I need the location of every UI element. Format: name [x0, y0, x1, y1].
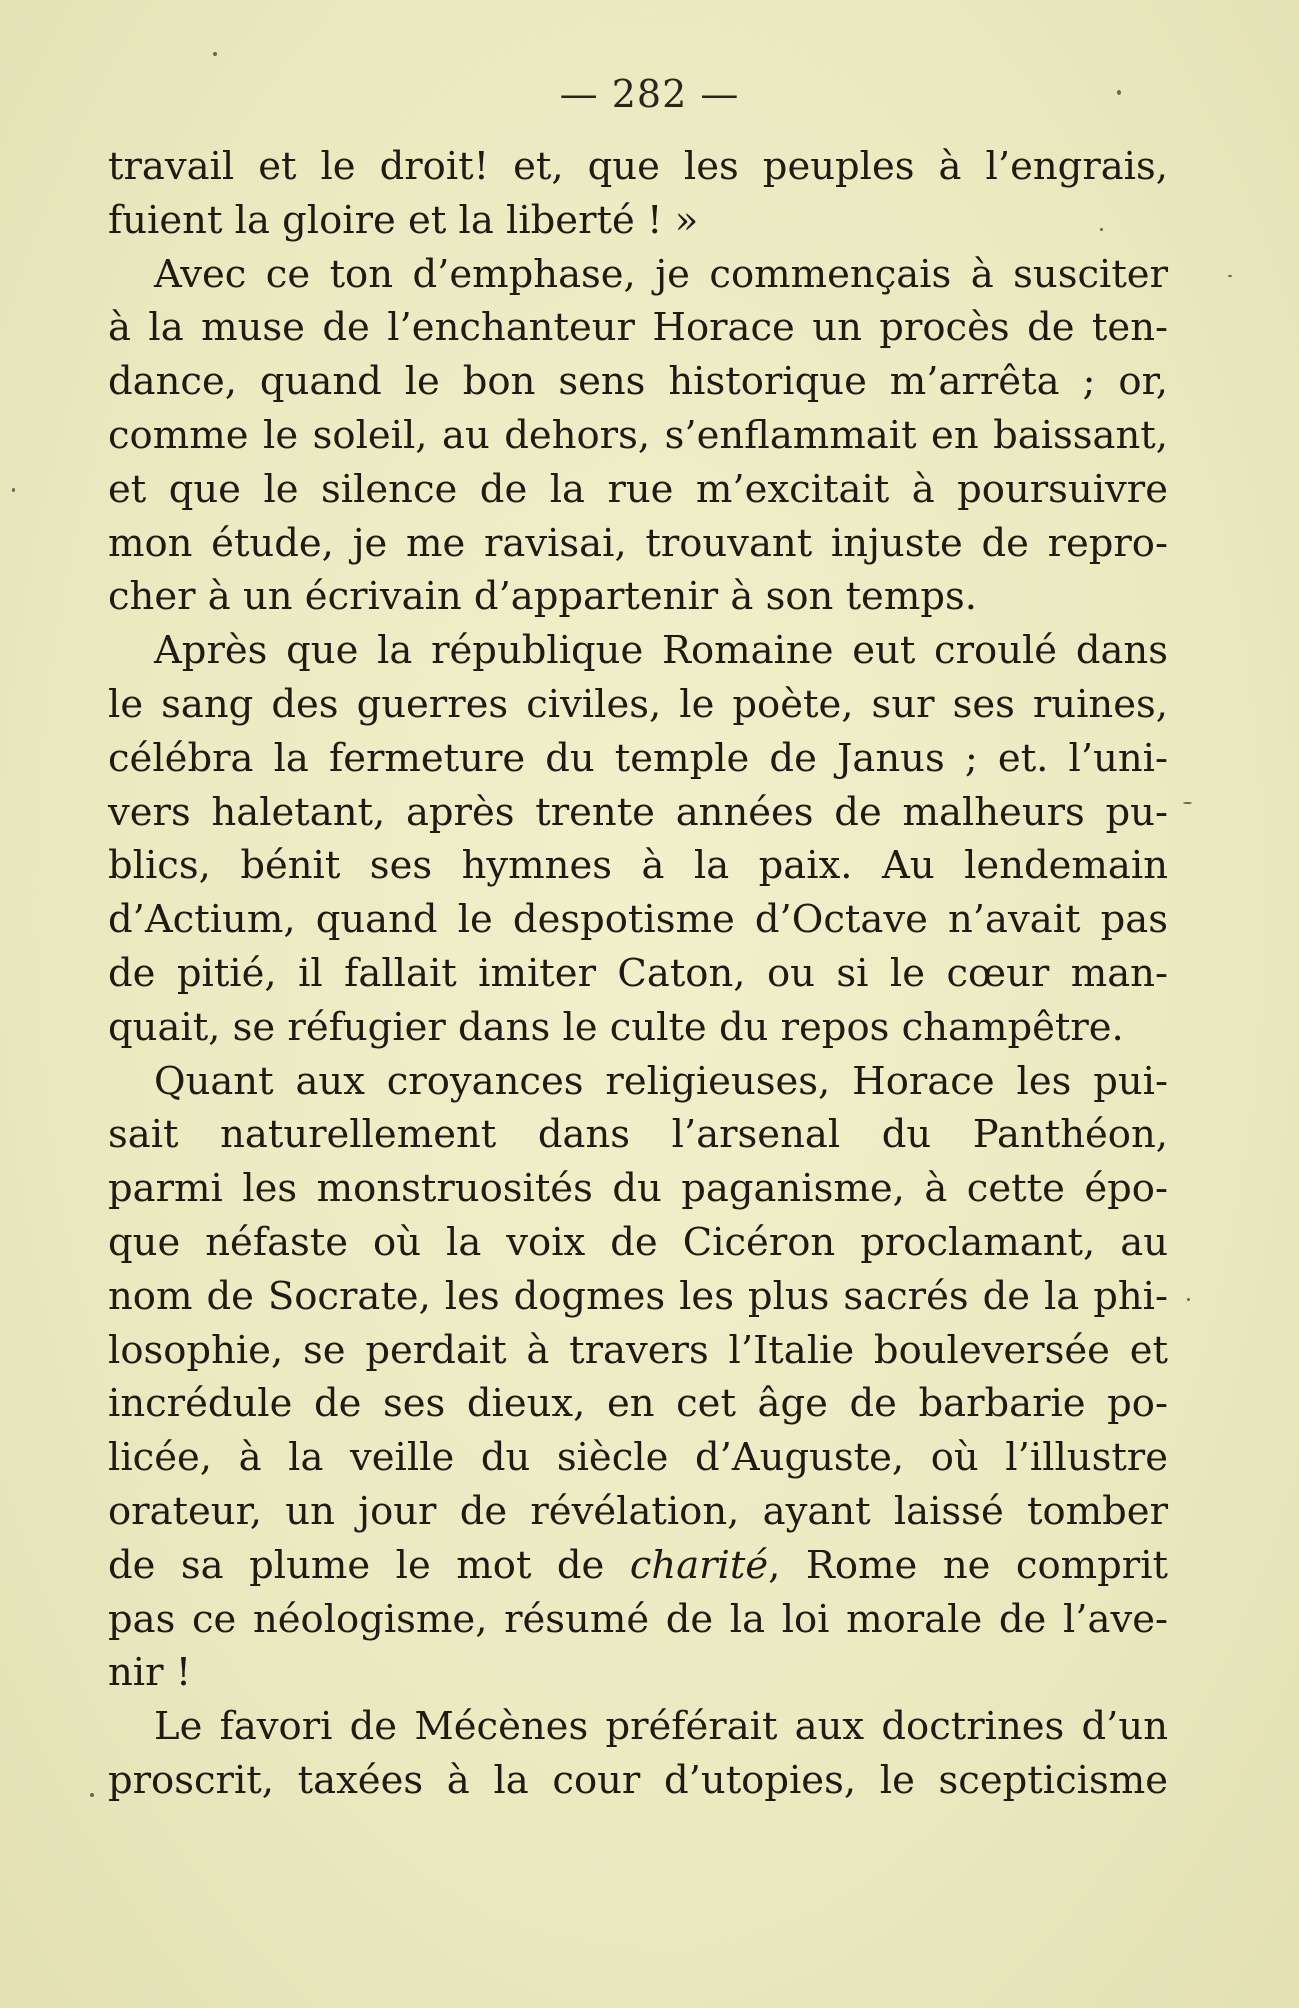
- text-line: fuient la gloire et la liberté ! »: [108, 197, 699, 243]
- text-line: licée, à la veille du siècle d’Auguste, où l’illustre: [108, 1435, 1168, 1481]
- text-line: incrédule de ses dieux, en cet âge de barbarie po-: [108, 1381, 1168, 1427]
- text-line: sait naturellement dans l’arsenal du Panthéon,: [108, 1112, 1168, 1158]
- text-line: célébra la fermeture du temple de Janus ; et. l’uni-: [108, 735, 1168, 781]
- text-line: Avec ce ton d’emphase, je commençais à susciter: [154, 251, 1168, 297]
- text-line: à la muse de l’enchanteur Horace un procès de ten-: [108, 305, 1168, 351]
- text-line: dance, quand le bon sens historique m’arrêta ; or,: [108, 359, 1168, 405]
- text-line: losophie, se perdait à travers l’Italie bouleversée et: [108, 1327, 1168, 1373]
- text-line: comme le soleil, au dehors, s’enflammait en baissant,: [108, 412, 1168, 458]
- text-line: Après que la république Romaine eut croulé dans: [154, 628, 1168, 674]
- text-line: le sang des guerres civiles, le poète, sur ses ruines,: [108, 681, 1168, 727]
- text-line: pas ce néologisme, résumé de la loi morale de l’ave-: [108, 1596, 1168, 1642]
- paper-speck: [1117, 90, 1121, 95]
- text-line: de pitié, il fallait imiter Caton, ou si le cœur man-: [108, 950, 1168, 996]
- text-line: travail et le droit! et, que les peuples à l’engrais,: [108, 144, 1168, 189]
- paper-speck: [213, 52, 217, 56]
- text-line: nir !: [108, 1650, 192, 1696]
- italic-word: charité: [629, 1542, 769, 1588]
- text-line: cher à un écrivain d’appartenir à son temps.: [108, 574, 977, 620]
- text-line: parmi les monstruosités du paganisme, à cette épo-: [108, 1166, 1168, 1212]
- text-line: d’Actium, quand le despotisme d’Octave n’avait pas: [108, 897, 1168, 943]
- text-line: proscrit, taxées à la cour d’utopies, le scepticisme: [108, 1757, 1168, 1803]
- text-line: de sa plume le mot de charité, Rome ne comprit: [108, 1542, 1168, 1588]
- paper-speck: [1228, 275, 1232, 277]
- paper-speck: [1100, 228, 1103, 231]
- text-line: mon étude, je me ravisai, trouvant injuste de repro-: [108, 520, 1168, 566]
- text-line: quait, se réfugier dans le culte du repos champêtre.: [108, 1004, 1124, 1050]
- text-line: nom de Socrate, les dogmes les plus sacrés de la phi-: [108, 1273, 1168, 1319]
- body-text: [108, 140, 1168, 1808]
- text-line: et que le silence de la rue m’excitait à poursuivre: [108, 466, 1168, 512]
- paper-speck: [12, 488, 15, 492]
- text-line: vers haletant, après trente années de malheurs pu-: [108, 789, 1168, 835]
- paper-speck: [1187, 1298, 1190, 1301]
- text-line: Quant aux croyances religieuses, Horace les pui-: [154, 1058, 1168, 1104]
- text-line: blics, bénit ses hymnes à la paix. Au lendemain: [108, 843, 1168, 889]
- text-line: orateur, un jour de révélation, ayant laissé tomber: [108, 1488, 1168, 1534]
- page-number: — 282 —: [559, 72, 740, 116]
- text-line: Le favori de Mécènes préférait aux doctrines d’un: [154, 1704, 1168, 1750]
- paper-speck: [90, 1793, 94, 1797]
- text-line: que néfaste où la voix de Cicéron proclamant, au: [108, 1219, 1168, 1265]
- paper-speck: [1183, 802, 1192, 804]
